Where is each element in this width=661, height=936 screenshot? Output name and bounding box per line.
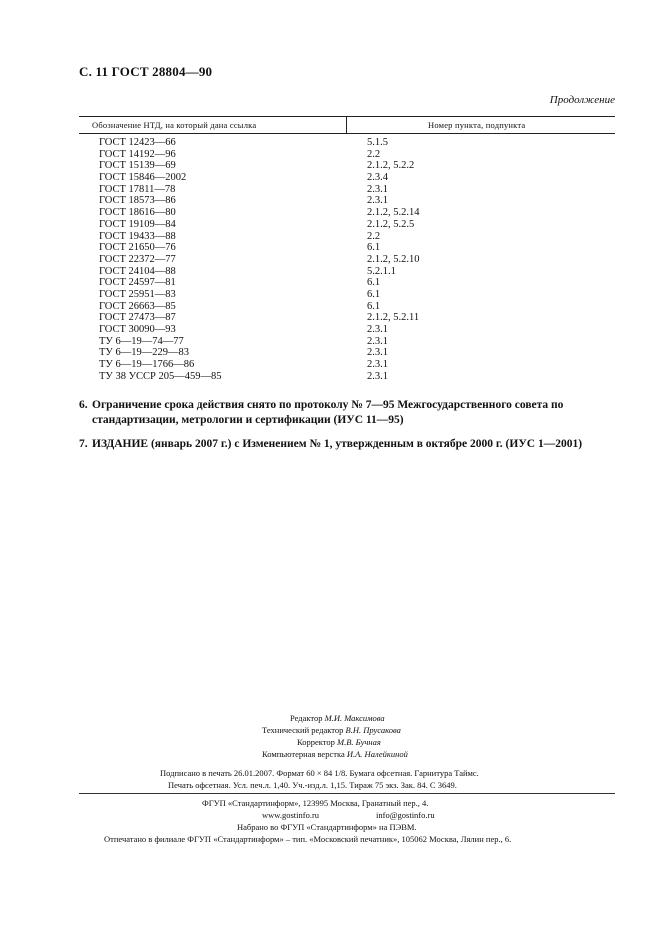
document-reference: ГОСТ 15846—2002 — [99, 172, 187, 184]
note-number: 6. — [79, 399, 88, 411]
point-number: 2.3.1 — [367, 347, 388, 359]
tech-editor-label: Технический редактор — [262, 725, 344, 735]
tech-editor-name: В.Н. Прусакова — [345, 725, 401, 735]
note-6 — [79, 398, 619, 428]
table-row — [99, 347, 499, 359]
document-reference: ГОСТ 15139—69 — [99, 160, 176, 172]
editor-label: Редактор — [290, 713, 323, 723]
column-header-document: Обозначение НТД, на который дана ссылка — [92, 120, 257, 130]
table-row — [99, 172, 499, 184]
editor-line — [290, 713, 385, 725]
document-reference: ГОСТ 12423—66 — [99, 137, 176, 148]
table-row — [99, 254, 499, 266]
document-reference: ГОСТ 24104—88 — [99, 265, 176, 277]
table-top-rule — [79, 116, 615, 117]
table-row — [99, 371, 499, 383]
table-row — [99, 184, 499, 196]
point-number: 2.3.1 — [367, 183, 388, 195]
point-number: 2.3.1 — [367, 195, 388, 207]
layout-name: И.А. Налейкиной — [346, 749, 408, 759]
point-number: 2.3.1 — [367, 335, 388, 347]
document-reference: ГОСТ 30090—93 — [99, 324, 176, 335]
table-row — [99, 137, 499, 149]
table-row — [99, 336, 499, 348]
point-number: 6.1 — [367, 242, 381, 254]
note-text: ИЗДАНИЕ (январь 2007 г.) с Изменением № 1, утвержденным в октябре 2000 г. (ИУС 1—2001) — [92, 438, 583, 450]
point-number: 2.2 — [367, 230, 381, 242]
point-number: 2.3.1 — [367, 324, 388, 335]
table-row — [99, 242, 499, 254]
continuation-label: Продолжение — [549, 94, 615, 106]
table-row — [99, 312, 499, 324]
point-number: 2.3.1 — [367, 370, 388, 382]
table-row — [99, 289, 499, 301]
document-reference: ГОСТ 26663—85 — [99, 300, 176, 312]
table-row — [99, 324, 499, 336]
table-row — [99, 277, 499, 289]
table-row — [99, 266, 499, 278]
layout-line — [262, 749, 408, 761]
point-number: 2.1.2, 5.2.5 — [367, 218, 415, 230]
signed-line: Подписано в печать 26.01.2007. Формат 60 × 84 1/8. Бумага офсетная. Гарнитура Таймс. — [160, 768, 479, 778]
document-reference: ГОСТ 27473—87 — [99, 312, 176, 324]
publisher-line: ФГУП «Стандартинформ», 123995 Москва, Гранатный пер., 4. — [202, 798, 429, 808]
document-reference: ГОСТ 19433—88 — [99, 230, 176, 242]
email: info@gostinfo.ru — [376, 810, 435, 820]
document-reference: ГОСТ 18616—80 — [99, 207, 176, 219]
document-reference: ГОСТ 17811—78 — [99, 183, 176, 195]
table-row — [99, 231, 499, 243]
table-column-divider — [346, 116, 347, 134]
document-reference: ГОСТ 19109—84 — [99, 218, 176, 230]
corrector-label: Корректор — [297, 737, 335, 747]
layout-label: Компьютерная верстка — [262, 749, 345, 759]
document-reference: ТУ 6—19—229—83 — [99, 347, 189, 359]
point-number: 2.1.2, 5.2.11 — [367, 312, 420, 324]
table-row — [99, 301, 499, 313]
point-number: 5.1.5 — [367, 137, 388, 148]
table-row — [99, 195, 499, 207]
column-header-point: Номер пункта, подпункта — [428, 120, 526, 130]
point-number: 6.1 — [367, 288, 381, 300]
document-reference: ГОСТ 18573—86 — [99, 195, 176, 207]
document-reference: ТУ 38 УССР 205—459—85 — [99, 370, 222, 382]
table-row — [99, 359, 499, 371]
document-reference: ТУ 6—19—74—77 — [99, 335, 184, 347]
point-number: 2.2 — [367, 148, 381, 160]
website: www.gostinfo.ru — [262, 810, 320, 820]
table-body — [99, 137, 499, 382]
point-number: 5.2.1.1 — [367, 265, 396, 277]
point-number: 6.1 — [367, 300, 381, 312]
page-header: С. 11 ГОСТ 28804—90 — [79, 64, 213, 79]
point-number: 2.1.2, 5.2.2 — [367, 160, 415, 172]
table-header-rule — [79, 133, 615, 134]
corrector-name: М.В. Бучная — [337, 737, 381, 747]
document-reference: ГОСТ 24597—81 — [99, 277, 176, 289]
point-number: 2.3.4 — [367, 172, 388, 184]
note-7 — [79, 437, 619, 452]
note-text: Ограничение срока действия снято по протоколу № 7—95 Межгосударственного совета по стандартизации, метрологии и сертификации (ИУС 11—95) — [92, 399, 564, 426]
table-row — [99, 219, 499, 231]
editor-name: М.И. Максимова — [324, 713, 385, 723]
point-number: 6.1 — [367, 277, 381, 289]
corrector-line — [297, 737, 381, 749]
point-number: 2.3.1 — [367, 359, 388, 371]
document-reference: ГОСТ 22372—77 — [99, 253, 176, 265]
point-number: 2.1.2, 5.2.14 — [367, 207, 420, 219]
document-reference: ТУ 6—19—1766—86 — [99, 359, 195, 371]
printed-line: Отпечатано в филиале ФГУП «Стандартинформ» – тип. «Московский печатник», 105062 Москва, Лялин пер., 6. — [104, 834, 512, 844]
table-row — [99, 149, 499, 161]
typeset-line: Набрано во ФГУП «Стандартинформ» на ПЭВМ. — [237, 822, 417, 832]
tech-editor-line — [262, 725, 401, 737]
document-reference: ГОСТ 21650—76 — [99, 242, 176, 254]
point-number: 2.1.2, 5.2.10 — [367, 253, 420, 265]
table-row — [99, 160, 499, 172]
note-number: 7. — [79, 438, 88, 450]
table-row — [99, 207, 499, 219]
print-line: Печать офсетная. Усл. печ.л. 1,40. Уч.-изд.л. 1,15. Тираж 75 экз. Зак. 84. С 3649. — [168, 780, 457, 790]
document-reference: ГОСТ 14192—96 — [99, 148, 176, 160]
document-reference: ГОСТ 25951—83 — [99, 288, 176, 300]
imprint-rule — [79, 793, 615, 794]
